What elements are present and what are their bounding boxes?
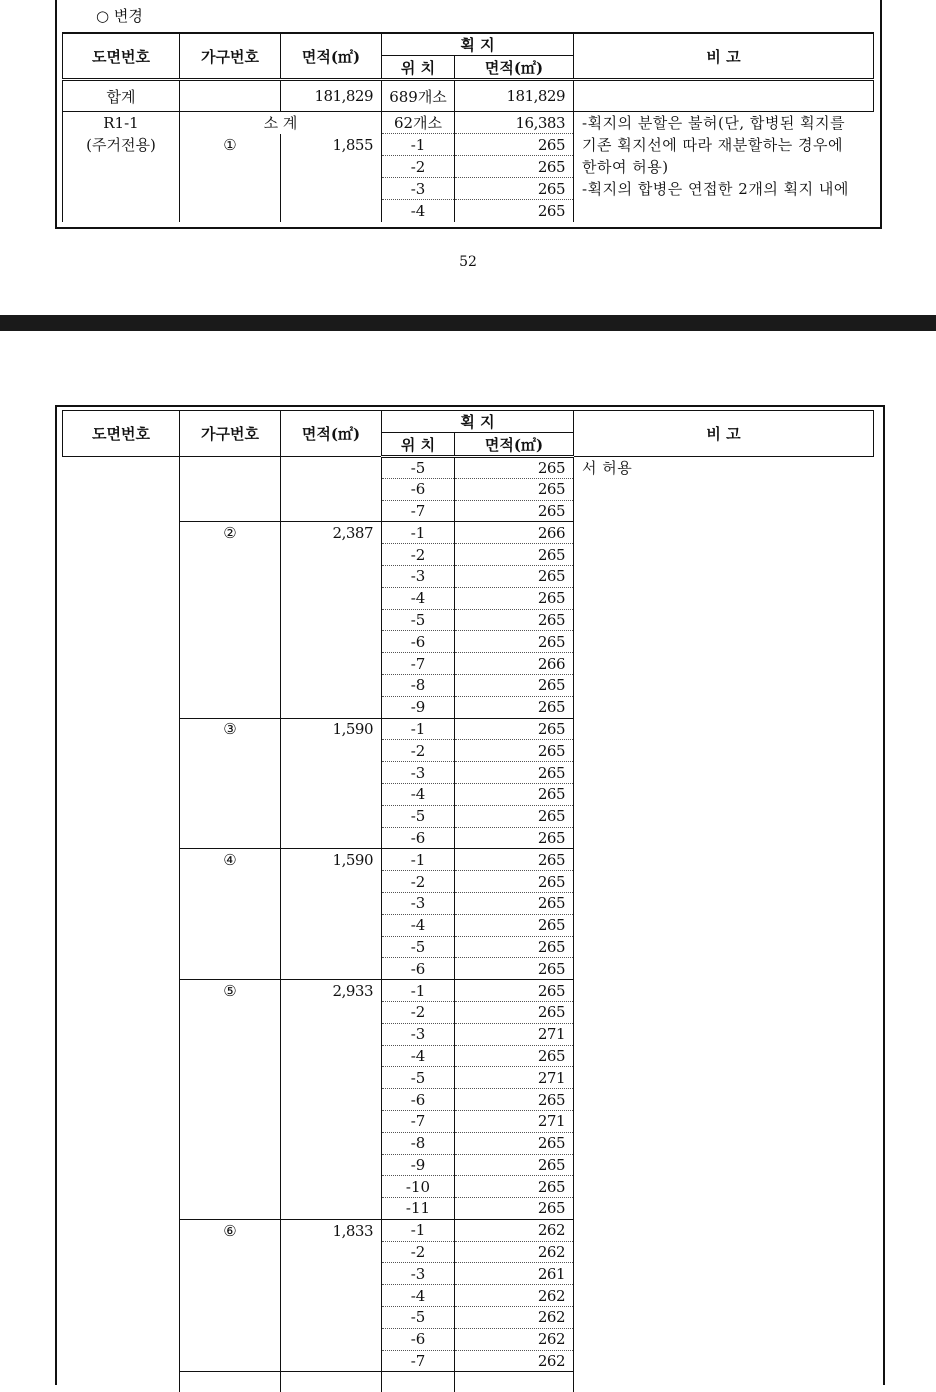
remark-line: -획지의 합병은 연접한 2개의 획지 내에	[582, 180, 849, 198]
subtotal-row	[63, 112, 874, 134]
lot-position: -5	[382, 805, 455, 827]
lot-position: -3	[382, 1023, 455, 1045]
lot-position: -5	[382, 1067, 455, 1089]
drawing-no: R1-1	[63, 112, 180, 134]
lot-position: -2	[382, 156, 455, 178]
lot-position: -2	[382, 1001, 455, 1023]
lot-position: -7	[382, 500, 455, 522]
lot-row	[63, 500, 874, 522]
lot-position: -1	[382, 1219, 455, 1241]
page-separator	[0, 315, 936, 331]
drawing-use: (주거전용)	[63, 134, 180, 156]
lot-table-page-53	[62, 410, 874, 1392]
lot-area: 265	[455, 1198, 574, 1220]
lot-position: -10	[382, 1176, 455, 1198]
lot-row	[63, 565, 874, 587]
lot-row	[63, 478, 874, 500]
lot-row	[63, 1307, 874, 1329]
lot-position: -1	[382, 980, 455, 1002]
lot-area: 262	[455, 1328, 574, 1350]
block-no: ②	[180, 522, 281, 544]
lot-position: -2	[382, 740, 455, 762]
lot-row	[63, 783, 874, 805]
lot-row	[63, 849, 874, 871]
header-block-no: 가구번호	[180, 411, 281, 457]
lot-position: -3	[382, 762, 455, 784]
lot-area: 265	[455, 762, 574, 784]
subtotal-area: 16,383	[455, 112, 574, 134]
lot-row	[63, 1154, 874, 1176]
subtotal-label: 소 계	[180, 112, 382, 134]
lot-row	[63, 827, 874, 849]
lot-row	[63, 958, 874, 980]
lot-position: -1	[382, 718, 455, 740]
lot-row	[63, 587, 874, 609]
lot-area: 265	[455, 805, 574, 827]
lot-row	[63, 1089, 874, 1111]
lot-area: 261	[455, 1263, 574, 1285]
lot-area: 265	[455, 892, 574, 914]
block-area: 2,933	[281, 980, 382, 1002]
block-no: ④	[180, 849, 281, 871]
lot-position: -6	[382, 1089, 455, 1111]
lot-area: 262	[455, 1219, 574, 1241]
lot-row	[63, 1219, 874, 1241]
lot-position: -4	[382, 587, 455, 609]
lot-area: 265	[455, 914, 574, 936]
lot-area: 265	[455, 827, 574, 849]
total-lot-area: 181,829	[455, 80, 574, 112]
lot-position: -7	[382, 653, 455, 675]
lot-row	[63, 653, 874, 675]
block-no: ⑤	[180, 980, 281, 1002]
lot-area: 265	[455, 587, 574, 609]
header-area: 면적(㎡)	[281, 33, 382, 80]
remark-line: 서 허용	[582, 459, 633, 478]
lot-area: 266	[455, 653, 574, 675]
lot-area: 271	[455, 1110, 574, 1132]
lot-row	[63, 936, 874, 958]
lot-area: 265	[455, 156, 574, 178]
section-label: ○ 변경	[96, 7, 143, 25]
lot-area: 265	[455, 871, 574, 893]
lot-row	[63, 1110, 874, 1132]
header-lot-position: 위 치	[382, 56, 455, 80]
lot-area: 265	[455, 936, 574, 958]
lot-row	[63, 696, 874, 718]
lot-area: 265	[455, 718, 574, 740]
block-area: 1,855	[281, 134, 382, 156]
lot-row	[63, 1132, 874, 1154]
lot-area: 265	[455, 1089, 574, 1111]
lot-row	[63, 718, 874, 740]
lot-area: 265	[455, 457, 574, 479]
lot-position: -5	[382, 936, 455, 958]
lot-row	[63, 1263, 874, 1285]
header-lot-area: 면적(㎡)	[455, 56, 574, 80]
lot-row	[63, 1328, 874, 1350]
lot-row	[63, 631, 874, 653]
lot-position: -4	[382, 1045, 455, 1067]
lot-area: 265	[455, 134, 574, 156]
lot-position: -5	[382, 1307, 455, 1329]
block-no: ①	[180, 134, 281, 156]
lot-area: 262	[455, 1350, 574, 1372]
lot-position: -11	[382, 1198, 455, 1220]
lot-position: -4	[382, 914, 455, 936]
lot-table-page-52	[62, 32, 874, 222]
lot-position: -4	[382, 1285, 455, 1307]
lot-position: -2	[382, 871, 455, 893]
lot-area: 265	[455, 674, 574, 696]
lot-area: 262	[455, 1307, 574, 1329]
lot-area: 265	[455, 783, 574, 805]
lot-row	[63, 980, 874, 1002]
lot-area: 265	[455, 178, 574, 200]
lot-row	[63, 892, 874, 914]
lot-area: 265	[455, 565, 574, 587]
lot-area: 265	[455, 200, 574, 222]
lot-area: 265	[455, 958, 574, 980]
lot-area: 265	[455, 478, 574, 500]
lot-row	[63, 762, 874, 784]
header-lot: 획 지	[382, 33, 574, 56]
lot-position: -6	[382, 827, 455, 849]
lot-area: 265	[455, 500, 574, 522]
lot-row	[63, 1285, 874, 1307]
header-remarks: 비 고	[574, 33, 874, 80]
lot-position: -1	[382, 134, 455, 156]
lot-row	[63, 457, 874, 479]
lot-rows	[63, 457, 874, 1392]
header-lot: 획 지	[382, 411, 574, 433]
lot-position: -9	[382, 696, 455, 718]
block-area: 1,833	[281, 1219, 382, 1241]
lot-position: -4	[382, 200, 455, 222]
block-area: 1,590	[281, 849, 382, 871]
lot-position: -9	[382, 1154, 455, 1176]
lot-row	[63, 1198, 874, 1220]
lot-row	[63, 674, 874, 696]
lot-area: 271	[455, 1067, 574, 1089]
header-drawing-no: 도면번호	[63, 411, 180, 457]
lot-position: -3	[382, 565, 455, 587]
header-lot-position: 위 치	[382, 433, 455, 457]
block-area: 2,387	[281, 522, 382, 544]
lot-row	[63, 1045, 874, 1067]
lot-area: 271	[455, 1023, 574, 1045]
lot-position: -3	[382, 178, 455, 200]
lot-area: 265	[455, 1001, 574, 1023]
lot-position: -2	[382, 544, 455, 566]
lot-position: -6	[382, 1328, 455, 1350]
lot-row	[63, 805, 874, 827]
lot-position: -6	[382, 958, 455, 980]
lot-row	[63, 609, 874, 631]
lot-area: 265	[455, 544, 574, 566]
total-lot-count: 689개소	[382, 80, 455, 112]
remark-line: -획지의 분할은 불허(단, 합병된 획지를	[582, 114, 846, 133]
lot-area: 265	[455, 696, 574, 718]
lot-row-partial	[63, 1372, 874, 1392]
lot-position: -4	[382, 783, 455, 805]
page-number: 52	[459, 254, 477, 270]
block-no: ⑥	[180, 1219, 281, 1241]
lot-row	[63, 1241, 874, 1263]
lot-row	[63, 544, 874, 566]
lot-position: -3	[382, 892, 455, 914]
lot-row	[63, 1350, 874, 1372]
remark-line: 기존 획지선에 따라 재분할하는 경우에	[582, 136, 843, 154]
lot-area: 262	[455, 1241, 574, 1263]
lot-position: -7	[382, 1110, 455, 1132]
header-drawing-no: 도면번호	[63, 33, 180, 80]
lot-row	[63, 1067, 874, 1089]
lot-area: 265	[455, 740, 574, 762]
lot-position: -3	[382, 1263, 455, 1285]
total-label: 합계	[63, 80, 180, 112]
lot-area: 265	[455, 980, 574, 1002]
lot-area: 265	[455, 1132, 574, 1154]
block-no: ③	[180, 718, 281, 740]
lot-row	[63, 522, 874, 544]
lot-row	[63, 740, 874, 762]
subtotal-count: 62개소	[382, 112, 455, 134]
lot-position: -7	[382, 1350, 455, 1372]
lot-area: 265	[455, 849, 574, 871]
lot-row	[63, 914, 874, 936]
lot-area: 265	[455, 1154, 574, 1176]
lot-row	[63, 871, 874, 893]
lot-area: 262	[455, 1285, 574, 1307]
block-area: 1,590	[281, 718, 382, 740]
total-row	[63, 80, 874, 112]
lot-area: 265	[455, 631, 574, 653]
lot-row	[63, 1176, 874, 1198]
header-remarks: 비 고	[574, 411, 874, 457]
lot-area: 265	[455, 1045, 574, 1067]
lot-area: 265	[455, 609, 574, 631]
lot-position: -1	[382, 522, 455, 544]
remark-line: 한하여 허용)	[582, 158, 669, 176]
lot-area: 265	[455, 1176, 574, 1198]
lot-row	[63, 1001, 874, 1023]
lot-position: -2	[382, 1241, 455, 1263]
lot-position: -5	[382, 609, 455, 631]
header-block-no: 가구번호	[180, 33, 281, 80]
lot-area: 266	[455, 522, 574, 544]
header-lot-area: 면적(㎡)	[455, 433, 574, 457]
lot-position: -8	[382, 1132, 455, 1154]
header-area: 면적(㎡)	[281, 411, 382, 457]
lot-position: -1	[382, 849, 455, 871]
lot-row	[63, 1023, 874, 1045]
lot-position: -5	[382, 457, 455, 479]
total-area: 181,829	[281, 80, 382, 112]
lot-position: -6	[382, 478, 455, 500]
lot-position: -8	[382, 674, 455, 696]
lot-position: -6	[382, 631, 455, 653]
